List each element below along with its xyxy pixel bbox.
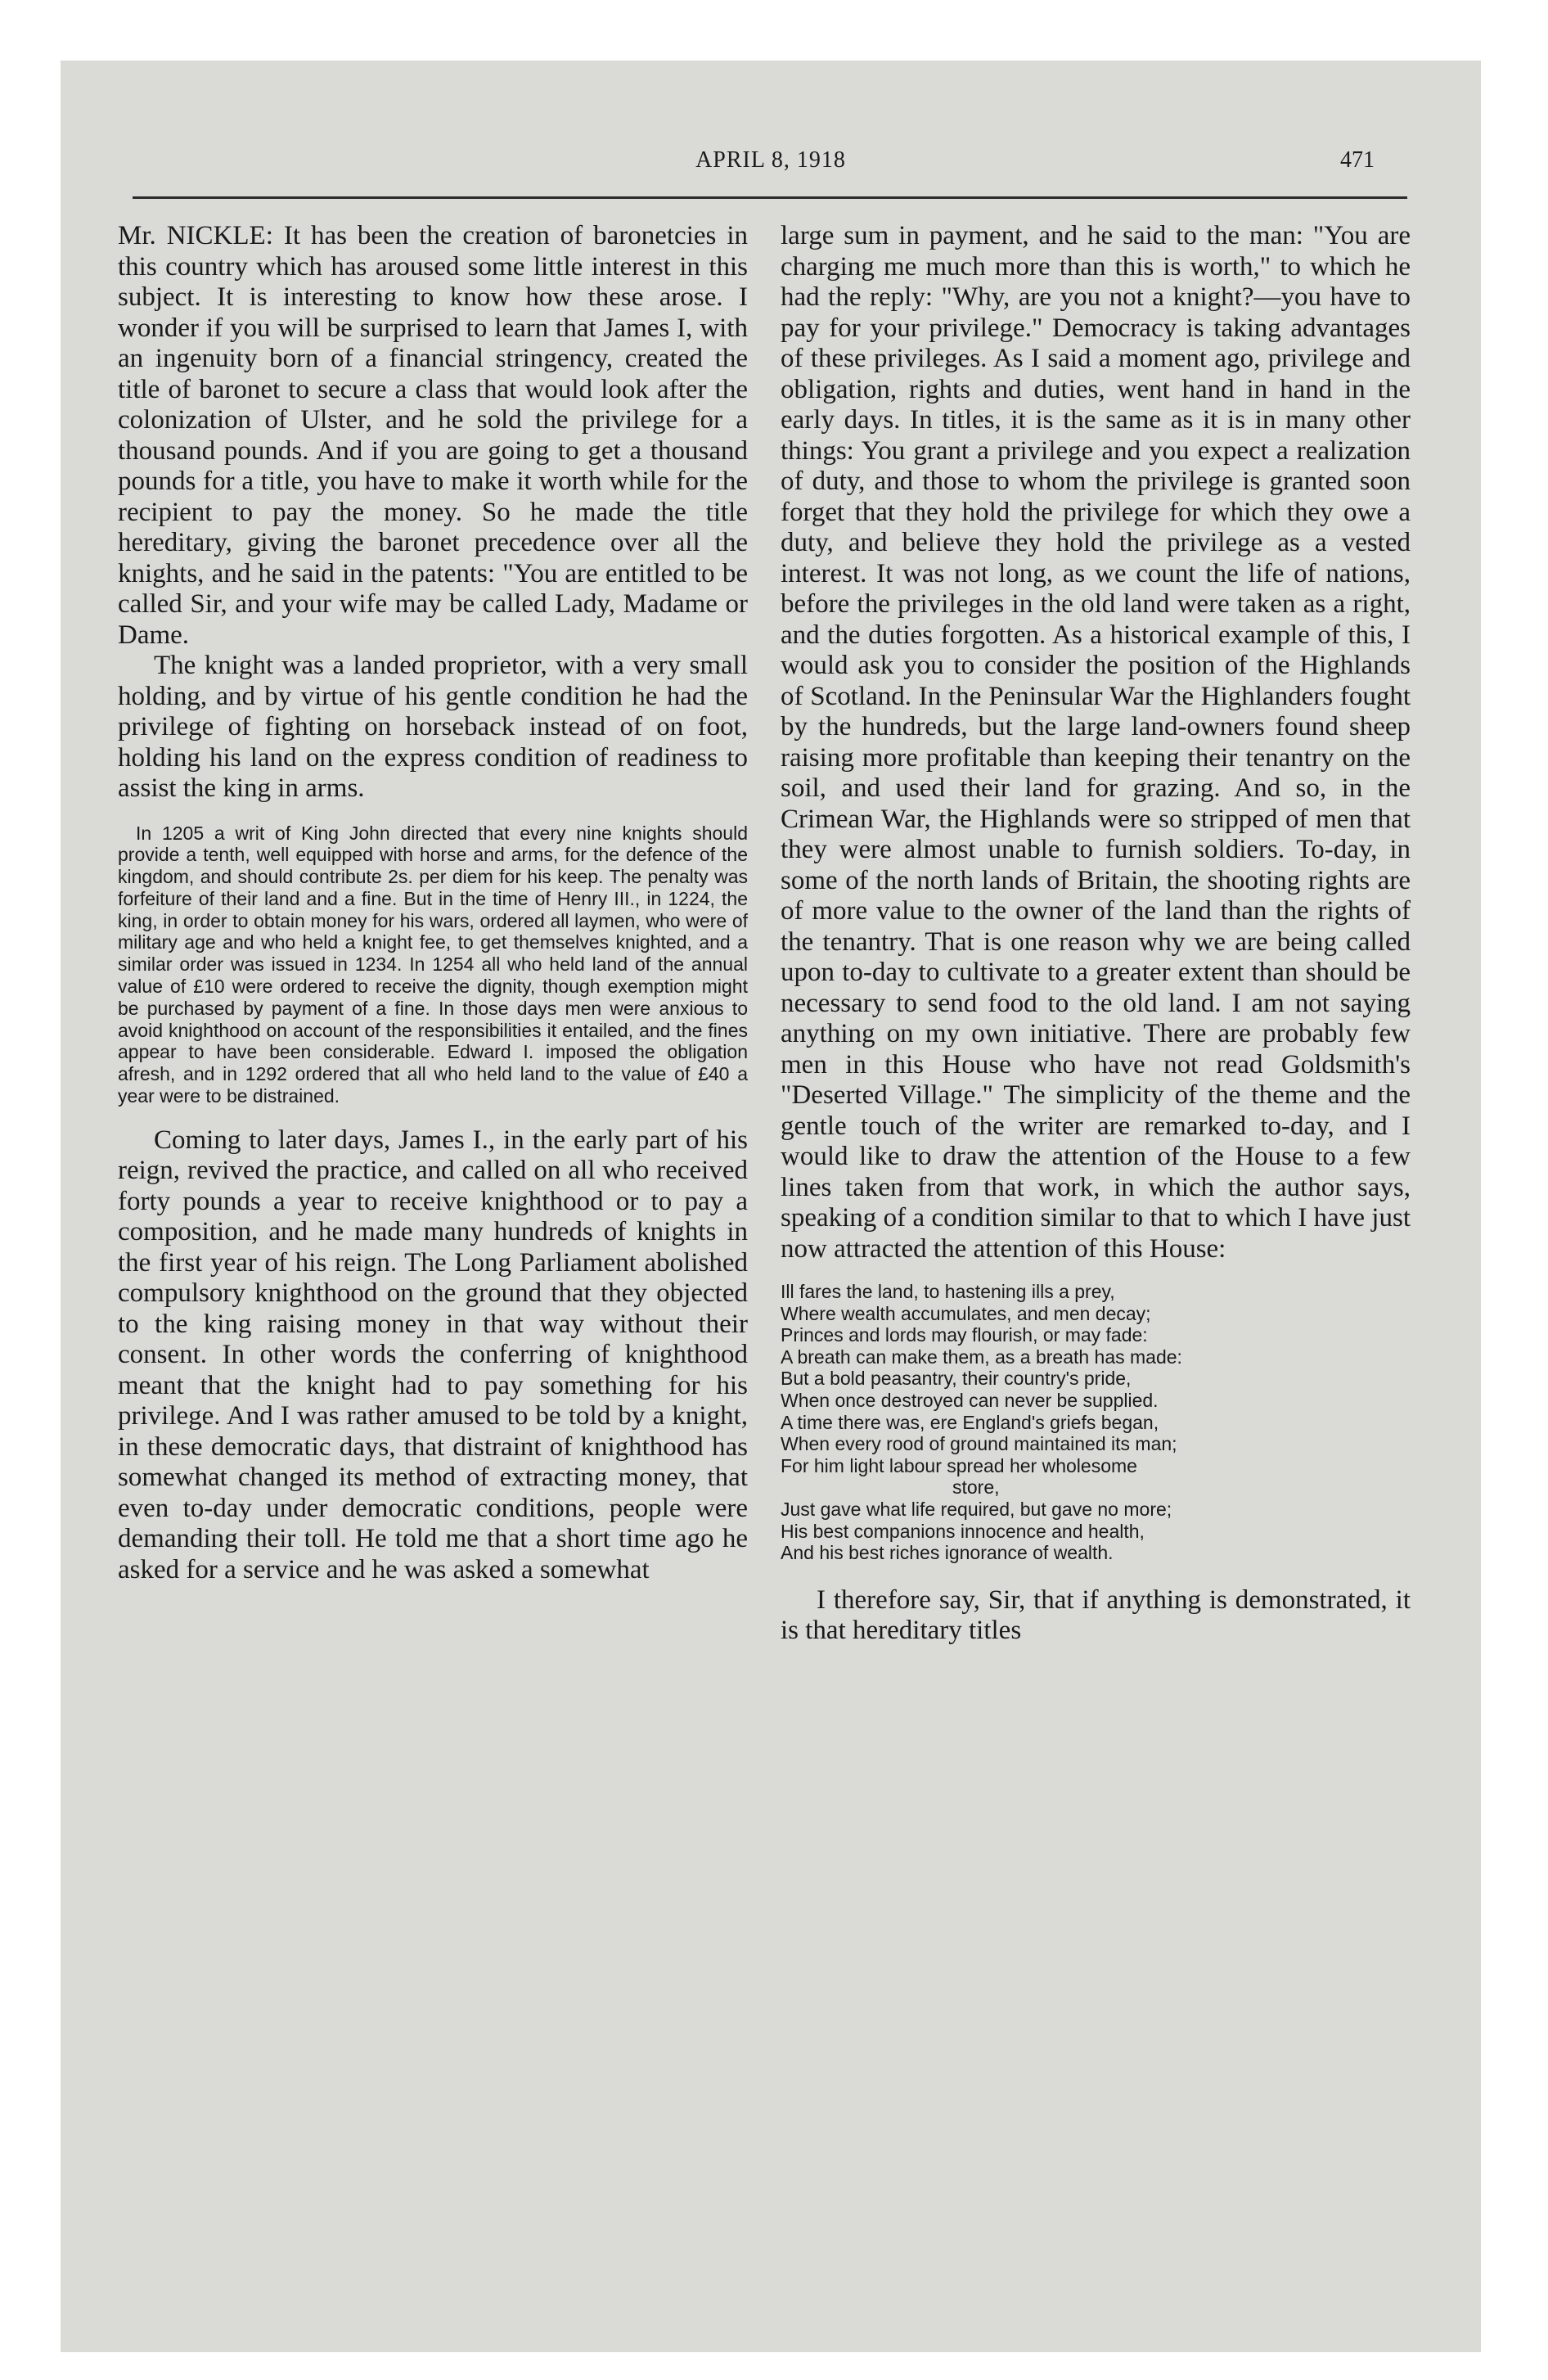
paragraph: large sum in payment, and he said to the man: "You are charging me much more than this is worth," to which he had the reply: "Why, are you not a knight?—you have to pay for your privilege." Democracy is taking advantages of these privileges. As I said a moment ago, privilege and obligation, rights and duties, went hand in hand in the early days. In titles, it is the same as it is in many other things: You grant a privilege and you expect a realization of duty, and those to whom the privilege is granted soon forget that they hold the privilege for which they owe a duty, and believe they hold the privilege as a vested interest. It was not long, as we count the life of nations, before the privileges in the old land were taken as a right, and the duties forgotten. As a historical example of this, I would ask you to consider the position of the Highlands of Scotland. In the Peninsular War the Highlanders fought by the hundreds, but the large land-owners found sheep raising more profitable than keeping their tenantry on the soil, and used their land for grazing. And so, in the Crimean War, the Highlands were so stripped of men that they were almost unable to furnish soldiers. To-day, in some of the north lands of Britain, the shooting rights are of more value to the owner of the land than the rights of the tenantry. That is one reason why we are being called upon to-day to cultivate to a greater extent than should be necessary to send food to the old land. I am not saying anything on my own initiative. There are probably few men in this House who have not read Goldsmith's "Deserted Village." The simplicity of the theme and the gentle touch of the writer are remarked to-day, and I would like to draw the attention of the House to a few lines taken from that work, in which the author says, speaking of a condition similar to that to which I have just now attracted the attention of this House: (781, 221, 1411, 1264)
poem-line: His best companions innocence and health, (781, 1520, 1145, 1542)
header-rule (133, 196, 1407, 199)
page-number: 471 (1340, 147, 1375, 173)
paragraph: Coming to later days, James I., in the early part of his reign, revived the practice, and called on all who received forty pounds a year to receive knighthood or to pay a composition, and he made many hundreds of knights in the first year of his reign. The Long Parliament abolished compulsory knighthood on the ground that they objected to the king raising money in that way without their consent. In other words the conferring of knighthood meant that the knight had to pay something for his privilege. And I was rather amused to be told by a knight, in these democratic days, that distraint of knighthood has somewhat changed its method of extracting money, that even to-day under democratic conditions, people were demanding their toll. He told me that a short time ago he asked for a service and he was asked a somewhat (118, 1125, 748, 1584)
paragraph: The knight was a landed proprietor, with a very small holding, and by virtue of his gentle condition he had the privilege of fighting on horseback instead of on foot, holding his land on the express condition of readiness to assist the king in arms. (118, 651, 748, 803)
poem-line: Just gave what life required, but gave no more; (781, 1498, 1172, 1520)
poem-line: A breath can make them, as a breath has made: (781, 1346, 1182, 1368)
poem-line: But a bold peasantry, their country's pride, (781, 1368, 1132, 1390)
poem-line: When once destroyed can never be supplied. (781, 1389, 1159, 1411)
header-date: APRIL 8, 1918 (695, 147, 846, 173)
poem-line: store, (952, 1476, 1000, 1499)
left-column (118, 221, 748, 1585)
scanned-page (61, 61, 1481, 2352)
paragraph: I therefore say, Sir, that if anything is demonstrated, it is that hereditary titles (781, 1584, 1411, 1646)
poem-line: Where wealth accumulates, and men decay; (781, 1302, 1151, 1324)
poem-line: Princes and lords may flourish, or may fade: (781, 1324, 1148, 1346)
poem-quote (781, 1281, 1411, 1564)
poem-line: When every rood of ground maintained its man; (781, 1433, 1177, 1455)
poem-line: For him light labour spread her wholesome (781, 1454, 1137, 1476)
poem-line: And his best riches ignorance of wealth. (781, 1542, 1114, 1564)
right-column (781, 221, 1411, 1647)
page-paper (61, 61, 1481, 2352)
block-quote: In 1205 a writ of King John directed that every nine knights should provide a tenth, well equipped with horse and arms, for the defence of the kingdom, and should contribute 2s. per diem for his keep. The penalty was forfeiture of their land and a fine. But in the time of Henry III., in 1224, the king, in order to obtain money for his wars, ordered all laymen, who were of military age and who held a knight fee, to get themselves knighted, and a similar order was issued in 1234. In 1254 all who held land of the annual value of £10 were ordered to receive the dignity, though exemption might be purchased by payment of a fine. In those days men were anxious to avoid knighthood on account of the responsibilities it entailed, and the fines appear to have been considerable. Edward I. imposed the obligation afresh, and in 1292 ordered that all who held land to the value of £40 a year were to be distrained. (118, 822, 748, 1107)
paragraph: Mr. NICKLE: It has been the creation of baronetcies in this country which has aroused some little interest in this subject. It is interesting to know how these arose. I wonder if you will be surprised to learn that James I, with an ingenuity born of a financial stringency, created the title of baronet to secure a class that would look after the colonization of Ulster, and he sold the privilege for a thousand pounds. And if you are going to get a thousand pounds for a title, you have to make it worth while for the recipient to pay the money. So he made the title hereditary, giving the baronet precedence over all the knights, and he said in the patents: "You are entitled to be called Sir, and your wife may be called Lady, Madame or Dame. (118, 221, 748, 650)
page-header (61, 142, 1481, 183)
poem-line: Ill fares the land, to hastening ills a prey, (781, 1281, 1115, 1302)
poem-line: A time there was, ere England's griefs began, (781, 1411, 1159, 1433)
